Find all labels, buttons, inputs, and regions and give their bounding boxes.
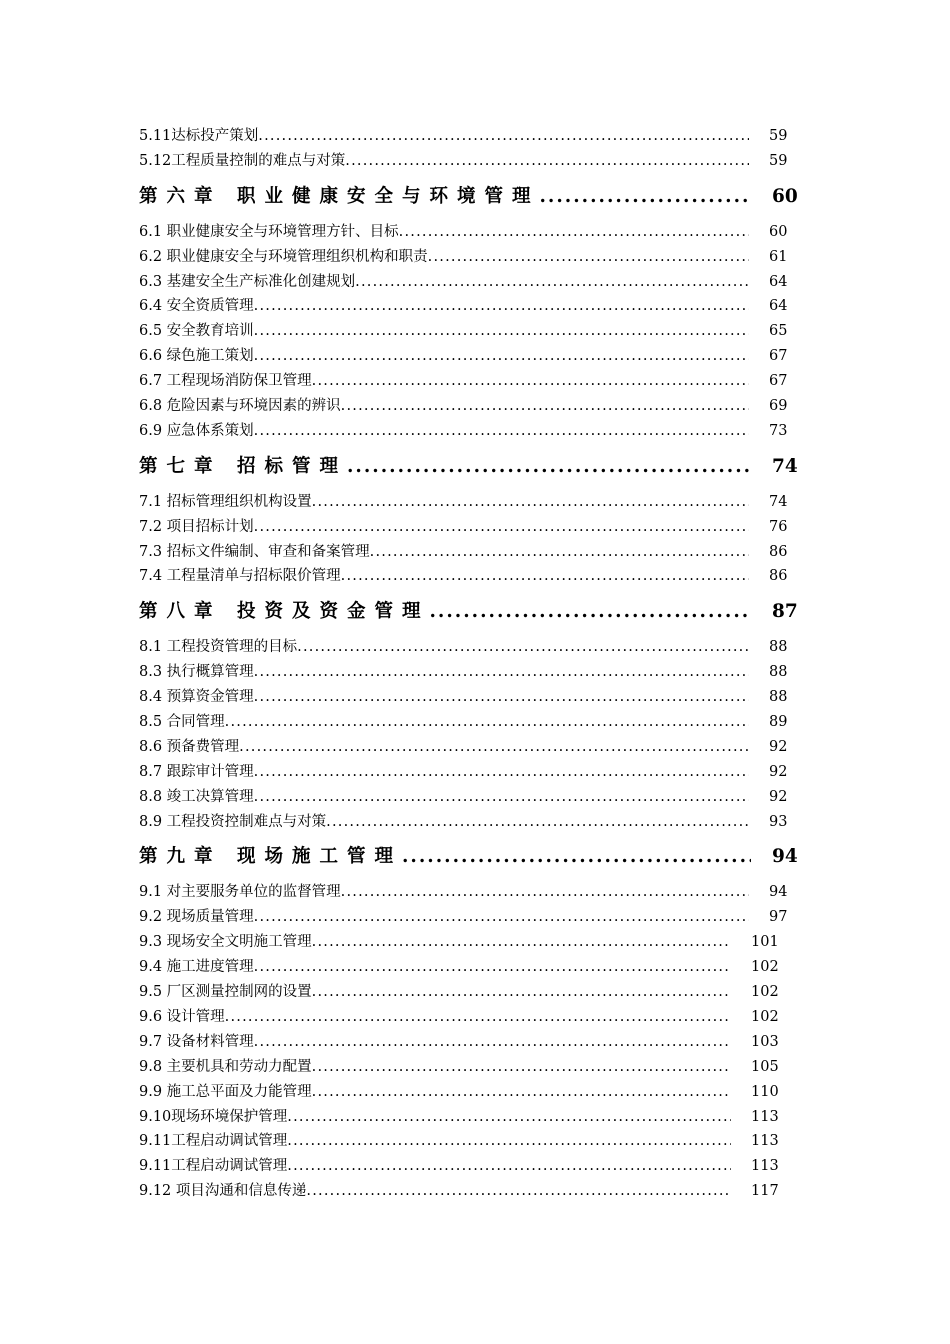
toc-label: 7.2 项目招标计划 (139, 518, 254, 535)
toc-page-number: 64 (769, 273, 788, 290)
toc-entry[interactable] (139, 660, 799, 685)
toc-label: 8.6 预备费管理 (139, 738, 240, 755)
toc-entry[interactable] (139, 1080, 799, 1105)
toc-label: 9.6 设计管理 (139, 1008, 225, 1025)
dot-leader (399, 220, 749, 245)
dot-leader (312, 490, 749, 515)
toc-entry[interactable] (139, 1105, 799, 1130)
toc-page-number: 110 (751, 1083, 779, 1100)
toc-page-number: 88 (769, 689, 788, 706)
toc-page-number: 64 (769, 298, 788, 315)
dot-leader (254, 685, 749, 710)
dot-leader (355, 270, 749, 295)
toc-entry[interactable] (139, 369, 799, 394)
toc-chapter-heading[interactable] (139, 834, 799, 880)
toc-label: 9.11工程启动调试管理 (139, 1158, 288, 1175)
dot-leader (254, 760, 749, 785)
dot-leader (341, 880, 749, 905)
toc-page-number: 97 (769, 909, 788, 926)
toc-entry[interactable] (139, 735, 799, 760)
toc-page-number: 105 (751, 1058, 779, 1075)
toc-entry[interactable] (139, 319, 799, 344)
toc-entry[interactable] (139, 930, 799, 955)
toc-entry[interactable] (139, 149, 799, 174)
toc-label: 8.1 工程投资管理的目标 (139, 639, 298, 656)
toc-page-number: 76 (769, 518, 788, 535)
dot-leader (239, 735, 749, 760)
dot-leader (254, 905, 749, 930)
dot-leader (254, 785, 749, 810)
toc-entry[interactable] (139, 635, 799, 660)
toc-chapter-heading[interactable] (139, 174, 799, 220)
toc-entry[interactable] (139, 955, 799, 980)
toc-label: 9.1 对主要服务单位的监督管理 (139, 884, 341, 901)
toc-label: 第六章 职业健康安全与环境管理 (139, 185, 540, 207)
dot-leader (254, 344, 749, 369)
toc-entry[interactable] (139, 1179, 799, 1204)
toc-label: 7.4 工程量清单与招标限价管理 (139, 568, 341, 585)
toc-entry[interactable] (139, 515, 799, 540)
dot-leader (225, 1005, 731, 1030)
dot-leader (341, 564, 749, 589)
toc-label: 6.6 绿色施工策划 (139, 348, 254, 365)
toc-chapter-heading[interactable] (139, 444, 799, 490)
toc-entry[interactable] (139, 880, 799, 905)
toc-label: 5.12工程质量控制的难点与对策 (139, 152, 346, 169)
dot-leader (312, 1080, 731, 1105)
toc-entry[interactable] (139, 760, 799, 785)
toc-page-number: 59 (769, 128, 788, 144)
toc-label: 6.4 安全资质管理 (139, 298, 254, 315)
toc-label: 9.10现场环境保护管理 (139, 1108, 288, 1125)
toc-label: 8.3 执行概算管理 (139, 664, 254, 681)
toc-page-number: 102 (751, 984, 779, 1001)
table-of-contents (139, 124, 799, 1204)
toc-entry[interactable] (139, 394, 799, 419)
toc-label: 9.4 施工进度管理 (139, 959, 254, 976)
dot-leader (345, 149, 749, 174)
toc-entry[interactable] (139, 785, 799, 810)
dot-leader (225, 710, 749, 735)
toc-entry[interactable] (139, 294, 799, 319)
toc-label: 6.3 基建安全生产标准化创建规划 (139, 273, 356, 290)
toc-page-number: 59 (769, 152, 788, 169)
toc-page-number: 89 (769, 714, 788, 731)
dot-leader (254, 419, 749, 444)
dot-leader (254, 515, 749, 540)
toc-entry[interactable] (139, 490, 799, 515)
dot-leader (254, 955, 731, 980)
toc-page-number: 67 (769, 373, 788, 390)
toc-page-number: 92 (769, 788, 788, 805)
dot-leader (312, 369, 749, 394)
toc-label: 6.5 安全教育培训 (139, 323, 254, 340)
dot-leader (306, 1179, 731, 1204)
toc-entry[interactable] (139, 540, 799, 565)
toc-label: 6.7 工程现场消防保卫管理 (139, 373, 312, 390)
toc-page-number: 73 (769, 422, 788, 439)
toc-entry[interactable] (139, 710, 799, 735)
dot-leader (254, 660, 749, 685)
dot-leader (428, 245, 749, 270)
toc-entry[interactable] (139, 1055, 799, 1080)
toc-entry[interactable] (139, 245, 799, 270)
toc-label: 7.1 招标管理组织机构设置 (139, 493, 312, 510)
toc-entry[interactable] (139, 1154, 799, 1179)
toc-page-number: 93 (769, 813, 788, 830)
toc-label: 8.7 跟踪审计管理 (139, 763, 254, 780)
toc-label: 9.12 项目沟通和信息传递 (139, 1183, 307, 1200)
toc-label: 9.5 厂区测量控制网的设置 (139, 984, 312, 1001)
dot-leader (370, 540, 749, 565)
toc-label: 第九章 现场施工管理 (139, 846, 402, 868)
dot-leader (287, 1154, 731, 1179)
toc-label: 8.4 预算资金管理 (139, 689, 254, 706)
toc-page-number: 94 (769, 884, 788, 901)
toc-label: 9.7 设备材料管理 (139, 1033, 254, 1050)
toc-entry[interactable] (139, 564, 799, 589)
toc-entry[interactable] (139, 220, 799, 245)
toc-page-number: 87 (772, 601, 798, 623)
dot-leader (402, 834, 751, 880)
toc-page-number: 65 (769, 323, 788, 340)
toc-label: 6.1 职业健康安全与环境管理方针、目标 (139, 223, 399, 240)
toc-entry[interactable] (139, 685, 799, 710)
toc-page-number: 92 (769, 738, 788, 755)
dot-leader (312, 930, 731, 955)
toc-page-number: 113 (751, 1158, 779, 1175)
toc-label: 8.9 工程投资控制难点与对策 (139, 813, 327, 830)
toc-page-number: 101 (751, 934, 779, 951)
toc-label: 8.5 合同管理 (139, 714, 225, 731)
toc-label: 6.8 危险因素与环境因素的辨识 (139, 398, 341, 415)
toc-page-number: 74 (772, 455, 798, 477)
toc-page-number: 103 (751, 1033, 779, 1050)
toc-entry[interactable] (139, 344, 799, 369)
toc-label: 8.8 竣工决算管理 (139, 788, 254, 805)
dot-leader (347, 444, 751, 490)
toc-entry[interactable] (139, 1005, 799, 1030)
toc-entry[interactable] (139, 980, 799, 1005)
toc-label: 9.11工程启动调试管理 (139, 1133, 288, 1150)
toc-page-number: 102 (751, 1008, 779, 1025)
toc-page-number: 61 (769, 248, 788, 265)
toc-page-number: 92 (769, 763, 788, 780)
toc-page-number: 67 (769, 348, 788, 365)
toc-page-number: 94 (772, 846, 798, 868)
dot-leader (297, 635, 749, 660)
toc-label: 6.2 职业健康安全与环境管理组织机构和职责 (139, 248, 428, 265)
toc-label: 第八章 投资及资金管理 (139, 601, 430, 623)
toc-chapter-heading[interactable] (139, 589, 799, 635)
dot-leader (254, 319, 749, 344)
toc-page-number: 117 (751, 1183, 779, 1200)
dot-leader (254, 294, 749, 319)
toc-label: 第七章 招标管理 (139, 455, 347, 477)
toc-page-number: 69 (769, 398, 788, 415)
toc-page-number: 86 (769, 568, 788, 585)
toc-page-number: 74 (769, 493, 788, 510)
toc-entry[interactable] (139, 1030, 799, 1055)
toc-entry[interactable] (139, 810, 799, 835)
dot-leader (312, 980, 731, 1005)
toc-page-number: 60 (769, 223, 788, 240)
toc-label: 9.8 主要机具和劳动力配置 (139, 1058, 312, 1075)
toc-entry[interactable] (139, 905, 799, 930)
toc-page-number: 113 (751, 1108, 779, 1125)
dot-leader (312, 1055, 731, 1080)
toc-entry[interactable] (139, 270, 799, 295)
dot-leader (341, 394, 749, 419)
dot-leader (326, 810, 749, 835)
dot-leader (254, 1030, 731, 1055)
toc-label: 9.2 现场质量管理 (139, 909, 254, 926)
dot-leader (539, 174, 751, 220)
toc-label: 9.9 施工总平面及力能管理 (139, 1083, 312, 1100)
toc-entry[interactable] (139, 419, 799, 444)
dot-leader (258, 124, 749, 149)
toc-label: 9.3 现场安全文明施工管理 (139, 934, 312, 951)
toc-page-number: 102 (751, 959, 779, 976)
toc-page-number: 113 (751, 1133, 779, 1150)
dot-leader (287, 1129, 731, 1154)
toc-page-number: 86 (769, 543, 788, 560)
dot-leader (287, 1105, 731, 1130)
toc-page-number: 60 (772, 185, 798, 207)
toc-label: 7.3 招标文件编制、审查和备案管理 (139, 543, 370, 560)
toc-page-number: 88 (769, 664, 788, 681)
toc-label: 6.9 应急体系策划 (139, 422, 254, 439)
toc-entry[interactable] (139, 124, 799, 149)
toc-page-number: 88 (769, 639, 788, 656)
toc-label: 5.11达标投产策划 (139, 128, 259, 144)
dot-leader (429, 589, 751, 635)
toc-entry[interactable] (139, 1129, 799, 1154)
